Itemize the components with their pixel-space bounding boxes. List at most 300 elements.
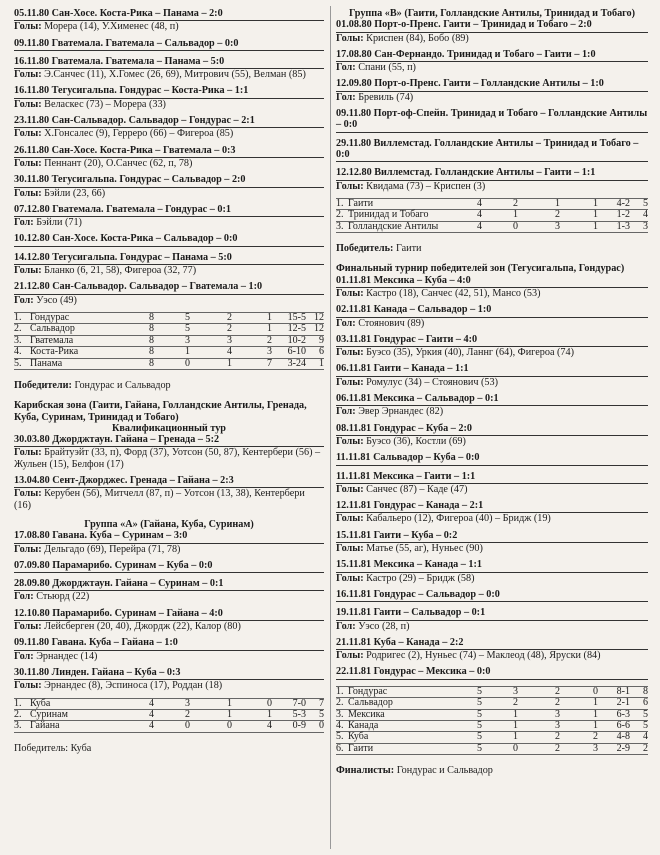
- standings-cell: 4: [452, 198, 482, 209]
- standings-cell: 4: [630, 210, 648, 221]
- match-header: 01.11.81 Мексика – Куба – 4:0: [336, 275, 648, 288]
- match-goals: [14, 69, 324, 80]
- standings-cell: 0: [190, 721, 232, 732]
- standings-cell: 8: [122, 347, 154, 358]
- standings-cell: 3: [482, 686, 518, 697]
- goals-label: Голы:: [336, 483, 364, 495]
- standings-cell: 0: [482, 743, 518, 754]
- match-entry: [336, 607, 648, 632]
- standings-cell: 4: [190, 347, 232, 358]
- standings-cell: 5: [452, 709, 482, 720]
- goals-label: Голы:: [14, 98, 42, 110]
- group-a-title: Группа «А» (Гайана, Куба, Суринам): [84, 518, 254, 530]
- match-goals: [14, 651, 324, 662]
- standings-row: [336, 698, 648, 709]
- match-goals: [14, 21, 324, 32]
- match-entry: [336, 666, 648, 679]
- goals-scorers: Эрнандес (14): [33, 650, 98, 662]
- goals-scorers: Ромулус (34) – Стоянович (53): [363, 376, 498, 388]
- match-header: 29.11.80 Виллемстад. Голландские Антилы – Тринидад и Тобаго – 0:0: [336, 138, 648, 163]
- standings-cell: 2: [630, 743, 648, 754]
- standings-cell: 1.: [336, 198, 348, 209]
- winner-label: Победитель:: [336, 243, 394, 255]
- standings-cell: 9: [306, 335, 324, 346]
- match-goals: [14, 447, 324, 470]
- standings-row: [336, 732, 648, 743]
- standings-cell: 12-5: [272, 324, 306, 335]
- standings-cell: 5-3: [272, 709, 306, 720]
- goals-label: Голы:: [336, 650, 364, 662]
- match-goals: [14, 621, 324, 632]
- match-goals: [336, 484, 648, 495]
- match-header: 12.09.80 Порт-о-Пренс. Гаити – Голландские Антилы – 1:0: [336, 78, 648, 91]
- standings-cell: 3: [518, 720, 560, 731]
- standings-cell: 3.: [336, 221, 348, 232]
- standings-cell: 2: [518, 686, 560, 697]
- goals-label: Гол:: [336, 317, 356, 329]
- standings-cell: 5.: [14, 358, 30, 369]
- match-header: 10.12.80 Сан-Хосе. Коста-Рика – Сальвадор – 0:0: [14, 233, 324, 246]
- goals-scorers: Уэсо (28, п): [355, 620, 410, 632]
- goals-scorers: Брайтуэйт (33, п), Форд (37), Уотсон (50, 87), Кентербери (56) – Жульен (15), Белфон (17): [14, 447, 321, 470]
- standings-cell: 5.: [336, 732, 348, 743]
- match-header: 09.11.80 Гватемала. Гватемала – Сальвадор – 0:0: [14, 38, 324, 51]
- standings-cell: Куба: [348, 732, 452, 743]
- goals-scorers: Кастро (29) – Бридж (58): [363, 572, 475, 584]
- goals-scorers: Уэсо (49): [33, 294, 77, 306]
- match-entry: [14, 281, 324, 306]
- concacaf-winners: [14, 380, 324, 391]
- standings-cell: 7: [232, 358, 272, 369]
- standings-cell: 1: [482, 732, 518, 743]
- goals-scorers: Х.Гонсалес (9), Герреро (66) – Фигероа (85): [41, 128, 234, 140]
- match-header: 17.08.80 Гавана. Куба – Суринам – 3:0: [14, 530, 324, 543]
- standings-cell: Суринам: [30, 709, 122, 720]
- standings-row: [14, 324, 324, 335]
- match-header: 11.11.81 Мексика – Гаити – 1:1: [336, 471, 648, 484]
- standings-cell: 1-2: [598, 210, 630, 221]
- match-goals: [336, 33, 648, 44]
- match-header: 13.04.80 Сент-Джорджес. Гренада – Гайана – 2:3: [14, 475, 324, 488]
- standings-cell: 7-0: [272, 698, 306, 709]
- standings-cell: 5: [630, 198, 648, 209]
- match-header: 28.09.80 Джорджтаун. Гайана – Суринам – 0:1: [14, 578, 324, 591]
- goals-scorers: Керубен (56), Митчелл (87, п) – Уотсон (13, 38), Кентербери (16): [14, 488, 305, 511]
- standings-row: [14, 358, 324, 369]
- standings-cell: 0: [306, 721, 324, 732]
- standings-row: [336, 709, 648, 720]
- match-entry: [14, 145, 324, 170]
- standings-cell: 1-3: [598, 221, 630, 232]
- match-goals: [336, 288, 648, 299]
- standings-cell: 2.: [336, 210, 348, 221]
- match-goals: [336, 318, 648, 329]
- match-entry: [14, 578, 324, 603]
- goals-label: Гол:: [336, 91, 356, 103]
- standings-cell: Голландские Антилы: [348, 221, 452, 232]
- standings-cell: 3: [560, 743, 598, 754]
- match-goals: [336, 543, 648, 554]
- standings-cell: 3: [154, 335, 190, 346]
- match-goals: [14, 265, 324, 276]
- match-goals: [14, 488, 324, 511]
- goals-label: Гол:: [336, 406, 356, 418]
- goals-scorers: Эвер Эрнандес (82): [355, 406, 444, 418]
- standings-row: [14, 312, 324, 323]
- match-header: 26.11.80 Сан-Хосе. Коста-Рика – Гватемала – 0:3: [14, 145, 324, 158]
- match-goals: [336, 62, 648, 73]
- goals-label: Голы:: [336, 180, 364, 192]
- match-entry: [336, 393, 648, 418]
- standings-cell: 4: [122, 698, 154, 709]
- winners-label: Победители:: [14, 379, 72, 391]
- standings-cell: 2: [154, 709, 190, 720]
- standings-cell: 1.: [14, 312, 30, 323]
- standings-cell: 3: [630, 221, 648, 232]
- match-entry: [14, 233, 324, 246]
- standings-cell: 3: [190, 335, 232, 346]
- goals-label: Голы:: [336, 543, 364, 555]
- match-goals: [14, 295, 324, 306]
- match-entry: [14, 115, 324, 140]
- standings-cell: 3: [154, 698, 190, 709]
- match-header: 21.12.80 Сан-Сальвадор. Сальвадор – Гватемала – 1:0: [14, 281, 324, 294]
- standings-cell: Гаити: [348, 198, 452, 209]
- standings-row: [336, 210, 648, 221]
- standings-cell: 4: [232, 721, 272, 732]
- standings-cell: Гватемала: [30, 335, 122, 346]
- goals-label: Гол:: [14, 294, 34, 306]
- match-entry: [14, 434, 324, 470]
- goals-label: Голы:: [14, 680, 42, 692]
- standings-row: [336, 743, 648, 754]
- standings-cell: 1: [482, 709, 518, 720]
- match-entry: [14, 174, 324, 199]
- match-entry: [14, 252, 324, 277]
- match-header: 15.11.81 Гаити – Куба – 0:2: [336, 530, 648, 543]
- standings-cell: 6-6: [598, 720, 630, 731]
- match-entry: [14, 204, 324, 229]
- finalists-label: Финалисты:: [336, 765, 395, 777]
- standings-row: [14, 698, 324, 709]
- standings-cell: 1: [154, 347, 190, 358]
- goals-label: Голы:: [14, 447, 42, 459]
- standings-cell: 1: [560, 198, 598, 209]
- concacaf-match-list: [14, 8, 324, 306]
- standings-cell: 0: [154, 358, 190, 369]
- standings-cell: 2: [482, 198, 518, 209]
- match-goals: [14, 680, 324, 691]
- standings-cell: Гондурас: [30, 312, 122, 323]
- standings-cell: 2.: [14, 324, 30, 335]
- standings-cell: 1: [232, 312, 272, 323]
- standings-cell: Сальвадор: [30, 324, 122, 335]
- match-header: 21.11.81 Куба – Канада – 2:2: [336, 637, 648, 650]
- goals-label: Голы:: [14, 488, 42, 500]
- standings-cell: 12: [306, 312, 324, 323]
- match-goals: [336, 573, 648, 584]
- match-header: 23.11.80 Сан-Сальвадор. Сальвадор – Гондурас – 2:1: [14, 115, 324, 128]
- goals-scorers: Лейсберген (20, 40), Джордж (22), Калор (80): [41, 621, 241, 633]
- group-b-winner: [336, 243, 648, 254]
- standings-cell: 0-9: [272, 721, 306, 732]
- match-entry: [14, 38, 324, 51]
- goals-scorers: Спани (55, п): [355, 62, 416, 74]
- match-goals: [14, 591, 324, 602]
- standings-cell: 4: [452, 210, 482, 221]
- match-entry: [14, 85, 324, 110]
- standings-cell: 4: [122, 709, 154, 720]
- match-entry: [336, 423, 648, 448]
- group-a-match-list: [14, 530, 324, 691]
- standings-row: [336, 221, 648, 232]
- caribbean-zone-title: Карибская зона (Гаити, Гайана, Голландские Антилы, Гренада, Куба, Суринам, Тринидад и Тобаго): [14, 400, 307, 423]
- standings-cell: 1: [560, 210, 598, 221]
- column-divider: [330, 6, 331, 849]
- match-goals: [336, 181, 648, 192]
- match-entry: [336, 167, 648, 192]
- match-header: 22.11.81 Гондурас – Мексика – 0:0: [336, 666, 648, 679]
- group-b-match-list: [336, 19, 648, 192]
- match-goals: [14, 158, 324, 169]
- goals-scorers: Эрнандес (8), Эспиноса (17), Роддан (18): [41, 680, 223, 692]
- standings-row: [336, 720, 648, 731]
- match-goals: [14, 544, 324, 555]
- match-header: 02.11.81 Канада – Сальвадор – 1:0: [336, 304, 648, 317]
- match-header: 03.11.81 Гондурас – Гаити – 4:0: [336, 334, 648, 347]
- standings-cell: 0: [482, 221, 518, 232]
- standings-cell: 3: [518, 221, 560, 232]
- goals-label: Голы:: [14, 543, 42, 555]
- standings-cell: Коста-Рика: [30, 347, 122, 358]
- standings-cell: 10-2: [272, 335, 306, 346]
- match-header: 17.08.80 Сан-Фернандо. Тринидад и Тобаго – Гаити – 1:0: [336, 49, 648, 62]
- standings-cell: 5: [154, 312, 190, 323]
- standings-row: [336, 198, 648, 209]
- goals-label: Голы:: [336, 572, 364, 584]
- standings-cell: 5: [452, 720, 482, 731]
- goals-scorers: Матье (55, аг), Нуньес (90): [363, 543, 483, 555]
- match-header: 09.11.80 Порт-оф-Спейн. Тринидад и Тобаго – Голландские Антилы – 0:0: [336, 108, 648, 133]
- goals-scorers: Стоянович (89): [355, 317, 425, 329]
- standings-cell: 2: [482, 698, 518, 709]
- standings-cell: 4: [122, 721, 154, 732]
- standings-cell: 3.: [14, 721, 30, 732]
- standings-cell: Канада: [348, 720, 452, 731]
- match-entry: [336, 559, 648, 584]
- goals-label: Гол:: [14, 591, 34, 603]
- group-a-standings-table: [14, 698, 324, 733]
- standings-row: [14, 347, 324, 358]
- standings-cell: 6-10: [272, 347, 306, 358]
- match-entry: [336, 334, 648, 359]
- right-column: [336, 8, 648, 785]
- goals-label: Гол:: [14, 650, 34, 662]
- goals-scorers: Стьюрд (22): [33, 591, 90, 603]
- standings-cell: 2: [190, 324, 232, 335]
- match-entry: [336, 452, 648, 465]
- match-header: 30.03.80 Джорджтаун. Гайана – Гренада – 5:2: [14, 434, 324, 447]
- standings-cell: Панама: [30, 358, 122, 369]
- goals-scorers: Криспен (84), Бобо (89): [363, 32, 469, 44]
- match-entry: [336, 471, 648, 496]
- match-goals: [336, 513, 648, 524]
- standings-cell: 4.: [336, 720, 348, 731]
- goals-label: Голы:: [336, 513, 364, 525]
- goals-scorers: Квидама (73) – Криспен (3): [363, 180, 486, 192]
- goals-label: Голы:: [336, 347, 364, 359]
- standings-cell: 7: [306, 698, 324, 709]
- standings-cell: 4-2: [598, 198, 630, 209]
- match-entry: [336, 589, 648, 602]
- match-goals: [14, 217, 324, 228]
- match-header: 09.11.80 Гавана. Куба – Гайана – 1:0: [14, 637, 324, 650]
- match-entry: [336, 363, 648, 388]
- match-header: 06.11.81 Мексика – Сальвадор – 0:1: [336, 393, 648, 406]
- standings-cell: 5: [630, 709, 648, 720]
- match-goals: [336, 92, 648, 103]
- match-entry: [336, 19, 648, 44]
- match-header: 11.11.81 Сальвадор – Куба – 0:0: [336, 452, 648, 465]
- standings-cell: 4.: [14, 347, 30, 358]
- standings-cell: 4-8: [598, 732, 630, 743]
- standings-cell: 5: [452, 698, 482, 709]
- standings-cell: 5: [452, 686, 482, 697]
- standings-cell: 2: [232, 335, 272, 346]
- goals-scorers: Бревиль (74): [355, 91, 414, 103]
- standings-cell: 1: [560, 720, 598, 731]
- standings-cell: 1: [560, 221, 598, 232]
- winners-value: Гондурас и Сальвадор: [71, 379, 171, 391]
- match-header: 19.11.81 Гаити – Сальвадор – 0:1: [336, 607, 648, 620]
- standings-cell: 4: [452, 221, 482, 232]
- standings-cell: 2-9: [598, 743, 630, 754]
- goals-label: Голы:: [14, 621, 42, 633]
- standings-cell: 5: [154, 324, 190, 335]
- match-entry: [336, 530, 648, 555]
- match-entry: [336, 500, 648, 525]
- standings-cell: 6: [630, 698, 648, 709]
- concacaf-standings-table: [14, 312, 324, 370]
- match-goals: [336, 621, 648, 632]
- standings-cell: 2: [518, 743, 560, 754]
- standings-cell: 1: [518, 198, 560, 209]
- match-header: 12.10.80 Парамарибо. Суринам – Гайана – 4:0: [14, 608, 324, 621]
- match-entry: [14, 667, 324, 692]
- finalists-value: Гондурас и Сальвадор: [394, 765, 493, 777]
- standings-cell: Гаити: [348, 743, 452, 754]
- final-tournament-title: Финальный турнир победителей зон (Тегусигальпа, Гондурас): [336, 263, 625, 275]
- standings-cell: 1: [190, 358, 232, 369]
- match-entry: [14, 530, 324, 555]
- goals-label: Голы:: [14, 128, 42, 140]
- standings-cell: 8: [122, 324, 154, 335]
- standings-cell: 2: [518, 732, 560, 743]
- standings-cell: 2-1: [598, 698, 630, 709]
- match-goals: [14, 99, 324, 110]
- goals-scorers: Пеннант (20), О.Санчес (62, п, 78): [41, 157, 193, 169]
- qualification-round-title: Квалификационный тур: [112, 422, 226, 434]
- match-header: 08.11.81 Гондурас – Куба – 2:0: [336, 423, 648, 436]
- match-entry: [336, 78, 648, 103]
- standings-cell: 0: [232, 698, 272, 709]
- match-goals: [336, 347, 648, 358]
- goals-label: Голы:: [14, 265, 42, 277]
- standings-cell: 1: [190, 709, 232, 720]
- goals-label: Голы:: [14, 187, 42, 199]
- standings-cell: Куба: [30, 698, 122, 709]
- goals-scorers: Дельгадо (69), Перейра (71, 78): [41, 543, 181, 555]
- standings-row: [14, 335, 324, 346]
- standings-cell: Тринидад и Тобаго: [348, 210, 452, 221]
- standings-row: [336, 686, 648, 697]
- standings-cell: 6-3: [598, 709, 630, 720]
- match-header: 01.08.80 Порт-о-Пренс. Гаити – Тринидад и Тобаго – 2:0: [336, 19, 648, 32]
- standings-cell: 8-1: [598, 686, 630, 697]
- goals-label: Гол:: [336, 620, 356, 632]
- match-entry: [336, 108, 648, 133]
- goals-label: Голы:: [14, 157, 42, 169]
- match-header: 30.11.80 Тегусигальпа. Гондурас – Сальвадор – 2:0: [14, 174, 324, 187]
- goals-label: Голы:: [14, 21, 42, 33]
- standings-cell: 1: [190, 698, 232, 709]
- standings-cell: Гондурас: [348, 686, 452, 697]
- standings-cell: 5: [306, 709, 324, 720]
- goals-label: Голы:: [14, 69, 42, 81]
- goals-scorers: Бэйли (23, 66): [41, 187, 106, 199]
- finalists: [336, 765, 648, 776]
- match-goals: [14, 128, 324, 139]
- match-header: 12.12.80 Виллемстад. Голландские Антилы – Гаити – 1:1: [336, 167, 648, 180]
- standings-cell: 2: [518, 698, 560, 709]
- group-b-standings-table: [336, 198, 648, 233]
- goals-label: Голы:: [336, 435, 364, 447]
- group-b-title: Группа «В» (Гаити, Голландские Антилы, Тринидад и Тобаго): [348, 8, 636, 19]
- match-entry: [14, 56, 324, 81]
- standings-cell: 3.: [14, 335, 30, 346]
- standings-cell: 5: [452, 743, 482, 754]
- standings-cell: 6: [306, 347, 324, 358]
- match-header: 14.12.80 Тегусигальпа. Гондурас – Панама – 5:0: [14, 252, 324, 265]
- goals-scorers: Кабальеро (12), Фигероа (40) – Бридж (19): [363, 513, 551, 525]
- standings-cell: 1: [232, 324, 272, 335]
- standings-cell: 1.: [14, 698, 30, 709]
- standings-row: [14, 721, 324, 732]
- match-entry: [14, 637, 324, 662]
- match-entry: [336, 304, 648, 329]
- goals-scorers: Буэсо (35), Уркия (40), Ланнг (64), Фигероа (74): [363, 347, 574, 359]
- match-header: 06.11.81 Гаити – Канада – 1:1: [336, 363, 648, 376]
- goals-scorers: Веласкес (73) – Морера (33): [41, 98, 166, 110]
- standings-cell: 15-5: [272, 312, 306, 323]
- standings-cell: 3-24: [272, 358, 306, 369]
- goals-scorers: Бэйли (71): [33, 217, 82, 229]
- match-entry: [336, 275, 648, 300]
- match-entry: [336, 49, 648, 74]
- standings-cell: 2: [560, 732, 598, 743]
- standings-cell: 1: [482, 720, 518, 731]
- match-goals: [14, 188, 324, 199]
- standings-cell: 4: [630, 732, 648, 743]
- goals-scorers: Родригес (2), Нуньес (74) – Маклеод (48), Яруски (84): [363, 650, 601, 662]
- standings-cell: 5: [630, 720, 648, 731]
- match-header: 15.11.81 Мексика – Канада – 1:1: [336, 559, 648, 572]
- match-goals: [336, 650, 648, 661]
- match-header: 30.11.80 Линден. Гайана – Куба – 0:3: [14, 667, 324, 680]
- standings-cell: 3: [518, 709, 560, 720]
- match-header: 12.11.81 Гондурас – Канада – 2:1: [336, 500, 648, 513]
- match-goals: [336, 436, 648, 447]
